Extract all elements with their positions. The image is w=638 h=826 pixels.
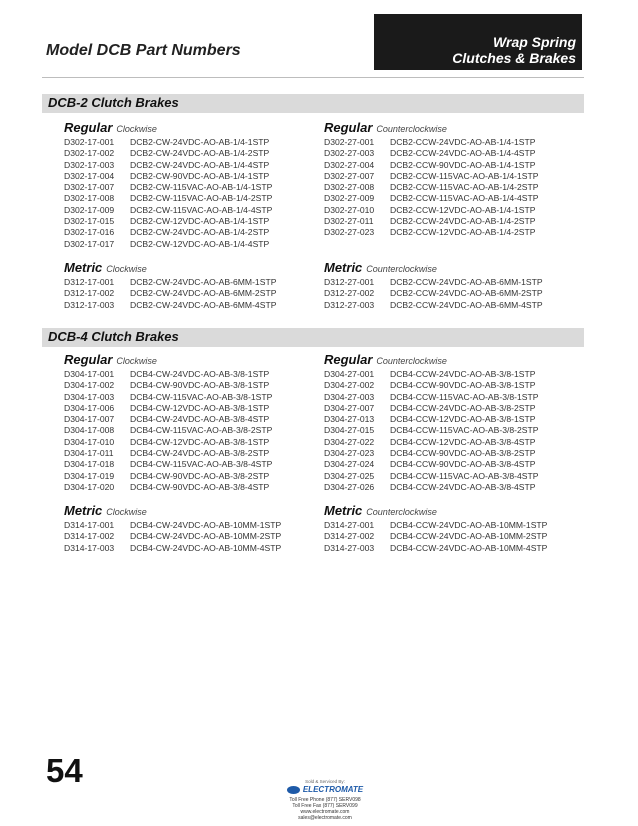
group-direction: Counterclockwise [366,507,437,517]
part-number: D302-17-009 [64,204,115,215]
model-designation: DCB2-CW-115VAC-AO-AB-1/4-2STP [130,193,273,204]
banner-line-1: Wrap Spring [493,34,576,50]
model-designation: DCB2-CCW-90VDC-AO-AB-1/4-1STP [390,159,536,170]
part-list [324,369,579,493]
model-designation: DCB4-CCW-24VDC-AO-AB-10MM-4STP [390,542,548,553]
model-designation: DCB2-CW-115VAC-AO-AB-1/4-4STP [130,204,273,215]
model-designation: DCB4-CW-90VDC-AO-AB-3/8-1STP [130,380,270,391]
part-row [324,531,579,542]
group-heading [64,352,319,368]
product-line-banner [374,14,582,70]
part-row [64,380,319,391]
model-designation: DCB4-CW-24VDC-AO-AB-3/8-1STP [130,369,270,379]
group-name: Metric [324,503,363,518]
part-row [324,471,579,482]
part-row [64,520,319,531]
part-number: D302-17-008 [64,193,115,204]
page-title: Model DCB Part Numbers [46,42,241,59]
model-designation: DCB4-CCW-90VDC-AO-AB-3/8-4STP [390,459,536,470]
group-dcb4-regular-cw [64,352,319,493]
part-number: D304-17-018 [64,459,115,470]
part-row [64,392,319,403]
part-number: D304-27-023 [324,448,375,459]
part-row [324,216,579,227]
model-designation: DCB4-CW-115VAC-AO-AB-3/8-2STP [130,425,273,436]
group-heading [324,503,579,519]
model-designation: DCB2-CW-12VDC-AO-AB-1/4-1STP [130,216,270,227]
header-divider [42,77,584,78]
model-designation: DCB4-CCW-24VDC-AO-AB-3/8-4STP [390,481,536,492]
part-row [324,414,579,425]
part-row [64,227,319,238]
part-list [64,137,319,250]
group-direction: Clockwise [116,124,157,134]
group-name: Metric [64,503,103,518]
group-dcb4-regular-ccw [324,352,579,493]
part-row [324,380,579,391]
part-row [64,300,319,311]
group-heading [64,260,319,276]
group-dcb4-metric-cw [64,503,319,554]
part-row [324,148,579,159]
logo-mark-icon [287,786,300,794]
model-designation: DCB4-CCW-24VDC-AO-AB-10MM-2STP [390,531,548,542]
section-header-dcb2: DCB-2 Clutch Brakes [42,94,584,113]
model-designation: DCB4-CCW-24VDC-AO-AB-3/8-2STP [390,402,536,413]
model-designation: DCB2-CW-24VDC-AO-AB-1/4-1STP [130,137,270,147]
part-list [64,369,319,493]
part-number: D302-17-016 [64,227,115,238]
model-designation: DCB2-CCW-24VDC-AO-AB-1/4-2STP [390,216,536,227]
group-direction: Counterclockwise [376,124,447,134]
toll-free-fax: Toll Free Fax (877) SERV099 [292,803,358,809]
part-row [324,482,579,493]
model-designation: DCB2-CW-24VDC-AO-AB-1/4-2STP [130,227,270,238]
part-row [324,227,579,238]
part-list [64,277,319,311]
part-row [64,171,319,182]
model-designation: DCB4-CW-115VAC-AO-AB-3/8-4STP [130,459,273,470]
group-dcb2-metric-cw [64,260,319,311]
model-designation: DCB2-CCW-12VDC-AO-AB-1/4-2STP [390,227,536,238]
part-number: D304-17-020 [64,481,115,492]
model-designation: DCB2-CW-24VDC-AO-AB-6MM-4STP [130,299,277,310]
part-row [324,448,579,459]
part-row [64,531,319,542]
model-designation: DCB2-CCW-115VAC-AO-AB-1/4-1STP [390,170,539,181]
model-designation: DCB2-CCW-115VAC-AO-AB-1/4-4STP [390,193,539,204]
model-designation: DCB4-CCW-24VDC-AO-AB-10MM-1STP [390,520,548,530]
model-designation: DCB2-CW-24VDC-AO-AB-6MM-2STP [130,288,277,299]
part-row [64,277,319,288]
part-number: D314-17-002 [64,531,115,542]
part-row [64,239,319,250]
group-heading [64,503,319,519]
distributor-footer [250,779,400,821]
part-row [324,288,579,299]
part-row [324,137,579,148]
logo-text: ELECTROMATE [302,785,364,794]
part-row [324,543,579,554]
distributor-logo [250,786,400,794]
group-direction: Clockwise [106,264,147,274]
part-row [64,216,319,227]
model-designation: DCB2-CW-24VDC-AO-AB-1/4-4STP [130,159,270,170]
group-direction: Counterclockwise [366,264,437,274]
model-designation: DCB4-CW-24VDC-AO-AB-10MM-1STP [130,520,282,530]
group-dcb2-metric-ccw [324,260,579,311]
part-number: D302-17-017 [64,238,115,249]
model-designation: DCB2-CCW-24VDC-AO-AB-1/4-1STP [390,137,536,147]
banner-line-2: Clutches & Brakes [452,50,576,66]
part-number: D302-27-010 [324,204,375,215]
part-number: D304-27-001 [324,369,375,379]
part-row [64,448,319,459]
model-designation: DCB4-CCW-90VDC-AO-AB-3/8-2STP [390,448,536,459]
part-row [64,482,319,493]
part-row [64,543,319,554]
part-row [64,437,319,448]
part-number: D302-27-003 [324,148,375,159]
part-number: D302-27-011 [324,216,374,227]
part-row [324,459,579,470]
model-designation: DCB2-CCW-24VDC-AO-AB-1/4-4STP [390,148,536,159]
part-number: D302-27-008 [324,182,375,193]
model-designation: DCB4-CW-115VAC-AO-AB-3/8-1STP [130,391,273,402]
part-number: D304-17-008 [64,425,115,436]
model-designation: DCB2-CCW-24VDC-AO-AB-6MM-2STP [390,288,543,299]
model-designation: DCB4-CCW-24VDC-AO-AB-3/8-1STP [390,369,536,379]
part-row [64,193,319,204]
part-number: D304-17-003 [64,391,115,402]
part-number: D302-27-004 [324,159,375,170]
email-link[interactable]: sales@electromate.com [298,815,352,821]
model-designation: DCB2-CCW-115VAC-AO-AB-1/4-2STP [390,182,539,193]
part-row [324,171,579,182]
model-designation: DCB4-CCW-115VAC-AO-AB-3/8-1STP [390,391,539,402]
part-list [324,137,579,239]
group-direction: Clockwise [116,356,157,366]
part-row [64,414,319,425]
group-direction: Clockwise [106,507,147,517]
part-row [324,437,579,448]
part-list [324,520,579,554]
model-designation: DCB4-CCW-12VDC-AO-AB-3/8-4STP [390,436,536,447]
part-row [324,403,579,414]
model-designation: DCB2-CCW-12VDC-AO-AB-1/4-1STP [390,204,536,215]
model-designation: DCB4-CCW-90VDC-AO-AB-3/8-1STP [390,380,536,391]
part-row [64,205,319,216]
model-designation: DCB4-CW-24VDC-AO-AB-10MM-4STP [130,542,282,553]
group-dcb2-regular-cw [64,120,319,250]
part-number: D304-27-013 [324,414,375,425]
part-row [324,182,579,193]
part-number: D302-17-007 [64,182,115,193]
group-name: Metric [64,260,103,275]
group-name: Regular [324,352,373,367]
part-number: D304-17-011 [64,448,114,459]
model-designation: DCB4-CW-24VDC-AO-AB-3/8-4STP [130,414,270,425]
part-number: D304-17-007 [64,414,115,425]
part-number: D302-27-007 [324,170,375,181]
part-number: D312-17-001 [64,277,115,287]
part-number: D312-27-003 [324,299,375,310]
part-number: D304-27-003 [324,391,375,402]
sold-by-tagline: Sold & Serviced By: [305,779,345,784]
group-heading [324,120,579,136]
group-name: Regular [64,352,113,367]
part-number: D312-17-002 [64,288,115,299]
model-designation: DCB4-CCW-115VAC-AO-AB-3/8-4STP [390,470,539,481]
part-row [64,425,319,436]
part-list [324,277,579,311]
model-designation: DCB2-CW-12VDC-AO-AB-1/4-4STP [130,238,270,249]
part-number: D304-27-007 [324,402,375,413]
part-number: D304-27-015 [324,425,375,436]
part-row [324,160,579,171]
part-row [324,300,579,311]
page-number: 54 [46,752,83,789]
part-number: D304-27-026 [324,481,375,492]
section-header-dcb4: DCB-4 Clutch Brakes [42,328,584,347]
part-row [324,193,579,204]
model-designation: DCB4-CW-24VDC-AO-AB-10MM-2STP [130,531,282,542]
model-designation: DCB2-CCW-24VDC-AO-AB-6MM-1STP [390,277,543,287]
part-row [64,148,319,159]
part-row [64,137,319,148]
part-row [64,160,319,171]
part-number: D314-27-002 [324,531,375,542]
part-row [324,392,579,403]
model-designation: DCB4-CCW-115VAC-AO-AB-3/8-2STP [390,425,539,436]
part-number: D304-27-022 [324,436,375,447]
group-heading [324,352,579,368]
model-designation: DCB4-CW-24VDC-AO-AB-3/8-2STP [130,448,270,459]
model-designation: DCB4-CW-90VDC-AO-AB-3/8-2STP [130,470,270,481]
part-row [324,520,579,531]
part-number: D314-17-001 [64,520,115,530]
part-row [64,288,319,299]
model-designation: DCB4-CCW-12VDC-AO-AB-3/8-1STP [390,414,536,425]
part-number: D302-27-009 [324,193,375,204]
part-number: D302-27-001 [324,137,375,147]
part-number: D314-17-003 [64,542,115,553]
model-designation: DCB4-CW-90VDC-AO-AB-3/8-4STP [130,481,270,492]
group-name: Regular [64,120,113,135]
part-row [64,182,319,193]
part-number: D304-27-024 [324,459,375,470]
part-row [324,425,579,436]
group-heading [324,260,579,276]
part-number: D302-17-002 [64,148,115,159]
model-designation: DCB2-CW-24VDC-AO-AB-6MM-1STP [130,277,277,287]
model-designation: DCB2-CW-90VDC-AO-AB-1/4-1STP [130,170,270,181]
part-number: D312-27-001 [324,277,375,287]
model-designation: DCB2-CW-115VAC-AO-AB-1/4-1STP [130,182,273,193]
group-dcb4-metric-ccw [324,503,579,554]
part-number: D312-17-003 [64,299,115,310]
part-number: D304-17-001 [64,369,115,379]
part-number: D304-17-019 [64,470,115,481]
part-number: D314-27-001 [324,520,375,530]
part-number: D304-27-025 [324,470,375,481]
part-number: D302-17-001 [64,137,115,147]
part-number: D302-17-003 [64,159,115,170]
part-number: D304-17-006 [64,402,115,413]
part-number: D314-27-003 [324,542,375,553]
group-heading [64,120,319,136]
part-number: D302-17-004 [64,170,115,181]
model-designation: DCB2-CW-24VDC-AO-AB-1/4-2STP [130,148,270,159]
part-row [64,471,319,482]
part-row [324,277,579,288]
part-number: D302-27-023 [324,227,375,238]
part-row [64,403,319,414]
group-direction: Counterclockwise [376,356,447,366]
part-row [64,459,319,470]
part-number: D304-17-002 [64,380,115,391]
model-designation: DCB4-CW-12VDC-AO-AB-3/8-1STP [130,436,270,447]
part-list [64,520,319,554]
group-name: Regular [324,120,373,135]
group-name: Metric [324,260,363,275]
toll-free-phone: Toll Free Phone (877) SERV098 [289,797,361,803]
model-designation: DCB4-CW-12VDC-AO-AB-3/8-1STP [130,402,270,413]
model-designation: DCB2-CCW-24VDC-AO-AB-6MM-4STP [390,299,543,310]
part-number: D302-17-015 [64,216,115,227]
group-dcb2-regular-ccw [324,120,579,239]
part-number: D312-27-002 [324,288,375,299]
part-row [324,369,579,380]
part-row [64,369,319,380]
part-row [324,205,579,216]
website-link[interactable]: www.electromate.com [300,809,350,815]
part-number: D304-27-002 [324,380,375,391]
part-number: D304-17-010 [64,436,115,447]
